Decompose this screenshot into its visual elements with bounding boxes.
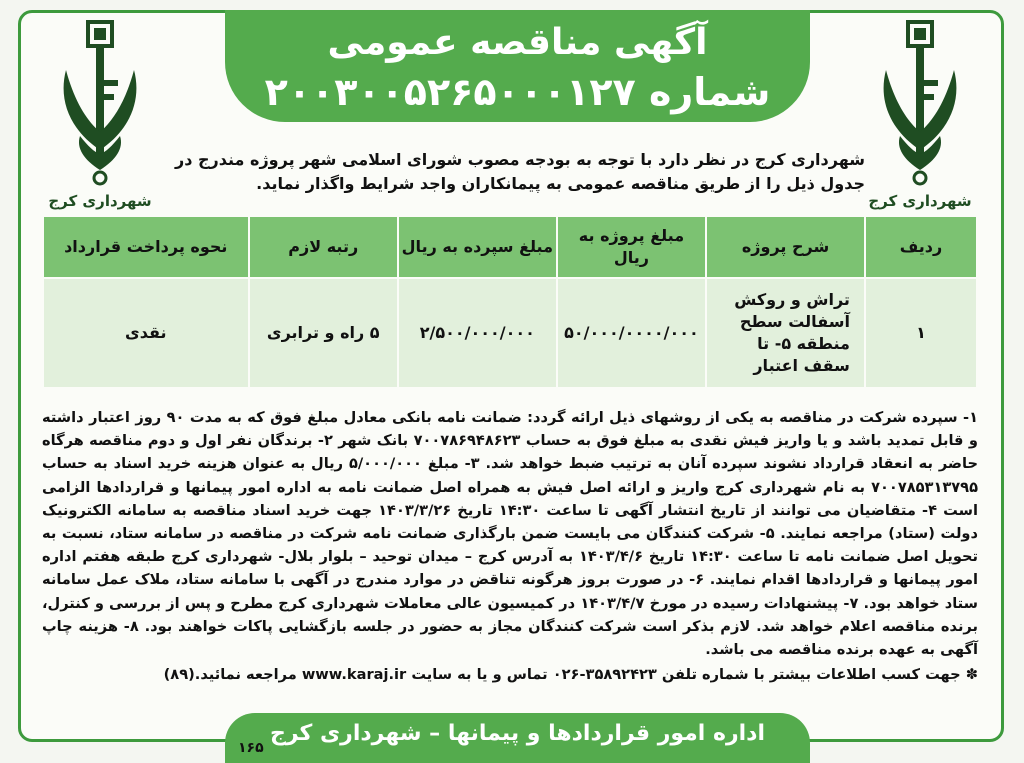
page-number: ۱۶۵ [238, 740, 264, 756]
header-row-number: ردیف [865, 216, 977, 278]
notice-title: آگهی مناقصه عمومی [327, 22, 708, 63]
conditions-text: ۱- سپرده شرکت در مناقصه به یکی از روشهای ذیل ارائه گردد: ضمانت نامه بانکی معادل مبلغ فوق که به مدت ۹۰ روز اعتبار داشته و قابل تمدید باشد و یا واریز فیش نقدی به مبلغ فوق به حساب ۷۰۰۷۸۶۹۴۸۶۲۳ بانک شهر ۲- برندگان نفر اول و دوم مناقصه هرگاه حاضر به انعقاد قرارداد نشوند سپرده آنان به ترتیب ضبط خواهد شد. ۳- مبلغ ۵/۰۰۰/۰۰۰ ریال به عنوان هزینه خرید اسناد به حساب ۷۰۰۷۸۵۳۱۳۷۹۵ به نام شهرداری کرج واریز و ارائه اصل فیش به همراه اصل ضمانت نامه به اداره امور پیمانها و قراردادها الزامی است ۴- متقاضیان می توانند از تاریخ انتشار آگهی تا ساعت ۱۴:۳۰ تاریخ ۱۴۰۳/۳/۲۶ جهت خرید اسناد مناقصه به سامانه الکترونیک دولت (ستاد) مراجعه نمایند. ۵- شرکت کنندگان می بایست ضمن بارگذاری ضمانت نامه شرکت در مناقصه در سامانه ستاد، نسبت به تحویل اصل ضمانت نامه تا ساعت ۱۴:۳۰ تاریخ ۱۴۰۳/۴/۶ به آدرس کرج – میدان توحید – بلوار بلال- شهرداری کرج طبقه هفتم اداره امور پیمانها و قراردادها اقدام نمایند. ۶- در صورت بروز هرگونه تناقض در موارد مندرج در آگهی با سامانه ستاد، ملاک عمل سامانه ستاد خواهد بود. ۷- پیشنهادات رسیده در مورخ ۱۴۰۳/۴/۷ در کمیسیون عالی معاملات شهرداری کرج مطرح و پس از بررسی و کنترل، برنده مناقصه اعلام خواهد شد. لازم بذکر است شرکت کنندگان مجاز به حضور در جلسه بازگشایی پاکات خواهند بود. ۸- هزینه چاپ آگهی به عهده برنده مناقصه می باشد. [42, 409, 979, 659]
cell-description: تراش و روکش آسفالت سطح منطقه ۵- تا سقف اعتبار [706, 278, 865, 388]
tender-table [42, 215, 978, 389]
header-required-grade: رتبه لازم [249, 216, 398, 278]
karaj-municipality-logo-right [860, 20, 980, 210]
cell-project-amount: ۵۰/۰۰۰/۰۰۰۰/۰۰۰ [557, 278, 706, 388]
logo-caption: شهرداری کرج [868, 192, 972, 210]
header-project-amount: مبلغ پروژه به ریال [557, 216, 706, 278]
cell-payment-method: نقدی [43, 278, 249, 388]
notice-number: شماره ۲۰۰۳۰۰۵۲۶۵۰۰۰۱۲۷ [264, 70, 771, 114]
logo-caption: شهرداری کرج [48, 192, 152, 210]
header-payment-method: نحوه پرداخت قرارداد [43, 216, 249, 278]
contact-note: ✽ جهت کسب اطلاعات بیشتر با شماره تلفن ۳۵۸۹۲۴۲۳-۰۲۶ تماس و یا به سایت www.karaj.ir مراجعه نمائید.(۸۹) [163, 666, 978, 683]
table-header-row [43, 216, 977, 278]
intro-paragraph: شهرداری کرج در نظر دارد با توجه به بودجه مصوب شورای اسلامی شهر پروژه مندرج در جدول ذیل را از طریق مناقصه عمومی به پیمانکاران واجد شرایط واگذار نماید. [175, 150, 865, 193]
header-deposit-amount: مبلغ سپرده به ریال [398, 216, 557, 278]
header-description: شرح پروژه [706, 216, 865, 278]
table-row [43, 278, 977, 388]
key-emblem-icon [40, 20, 160, 188]
karaj-municipality-logo-left [40, 20, 160, 210]
key-emblem-icon [860, 20, 980, 188]
footer-text: اداره امور قراردادها و پیمانها – شهرداری کرج [270, 721, 765, 746]
cell-deposit-amount: ۲/۵۰۰/۰۰۰/۰۰۰ [398, 278, 557, 388]
cell-row-number: ۱ [865, 278, 977, 388]
cell-required-grade: ۵ راه و ترابری [249, 278, 398, 388]
